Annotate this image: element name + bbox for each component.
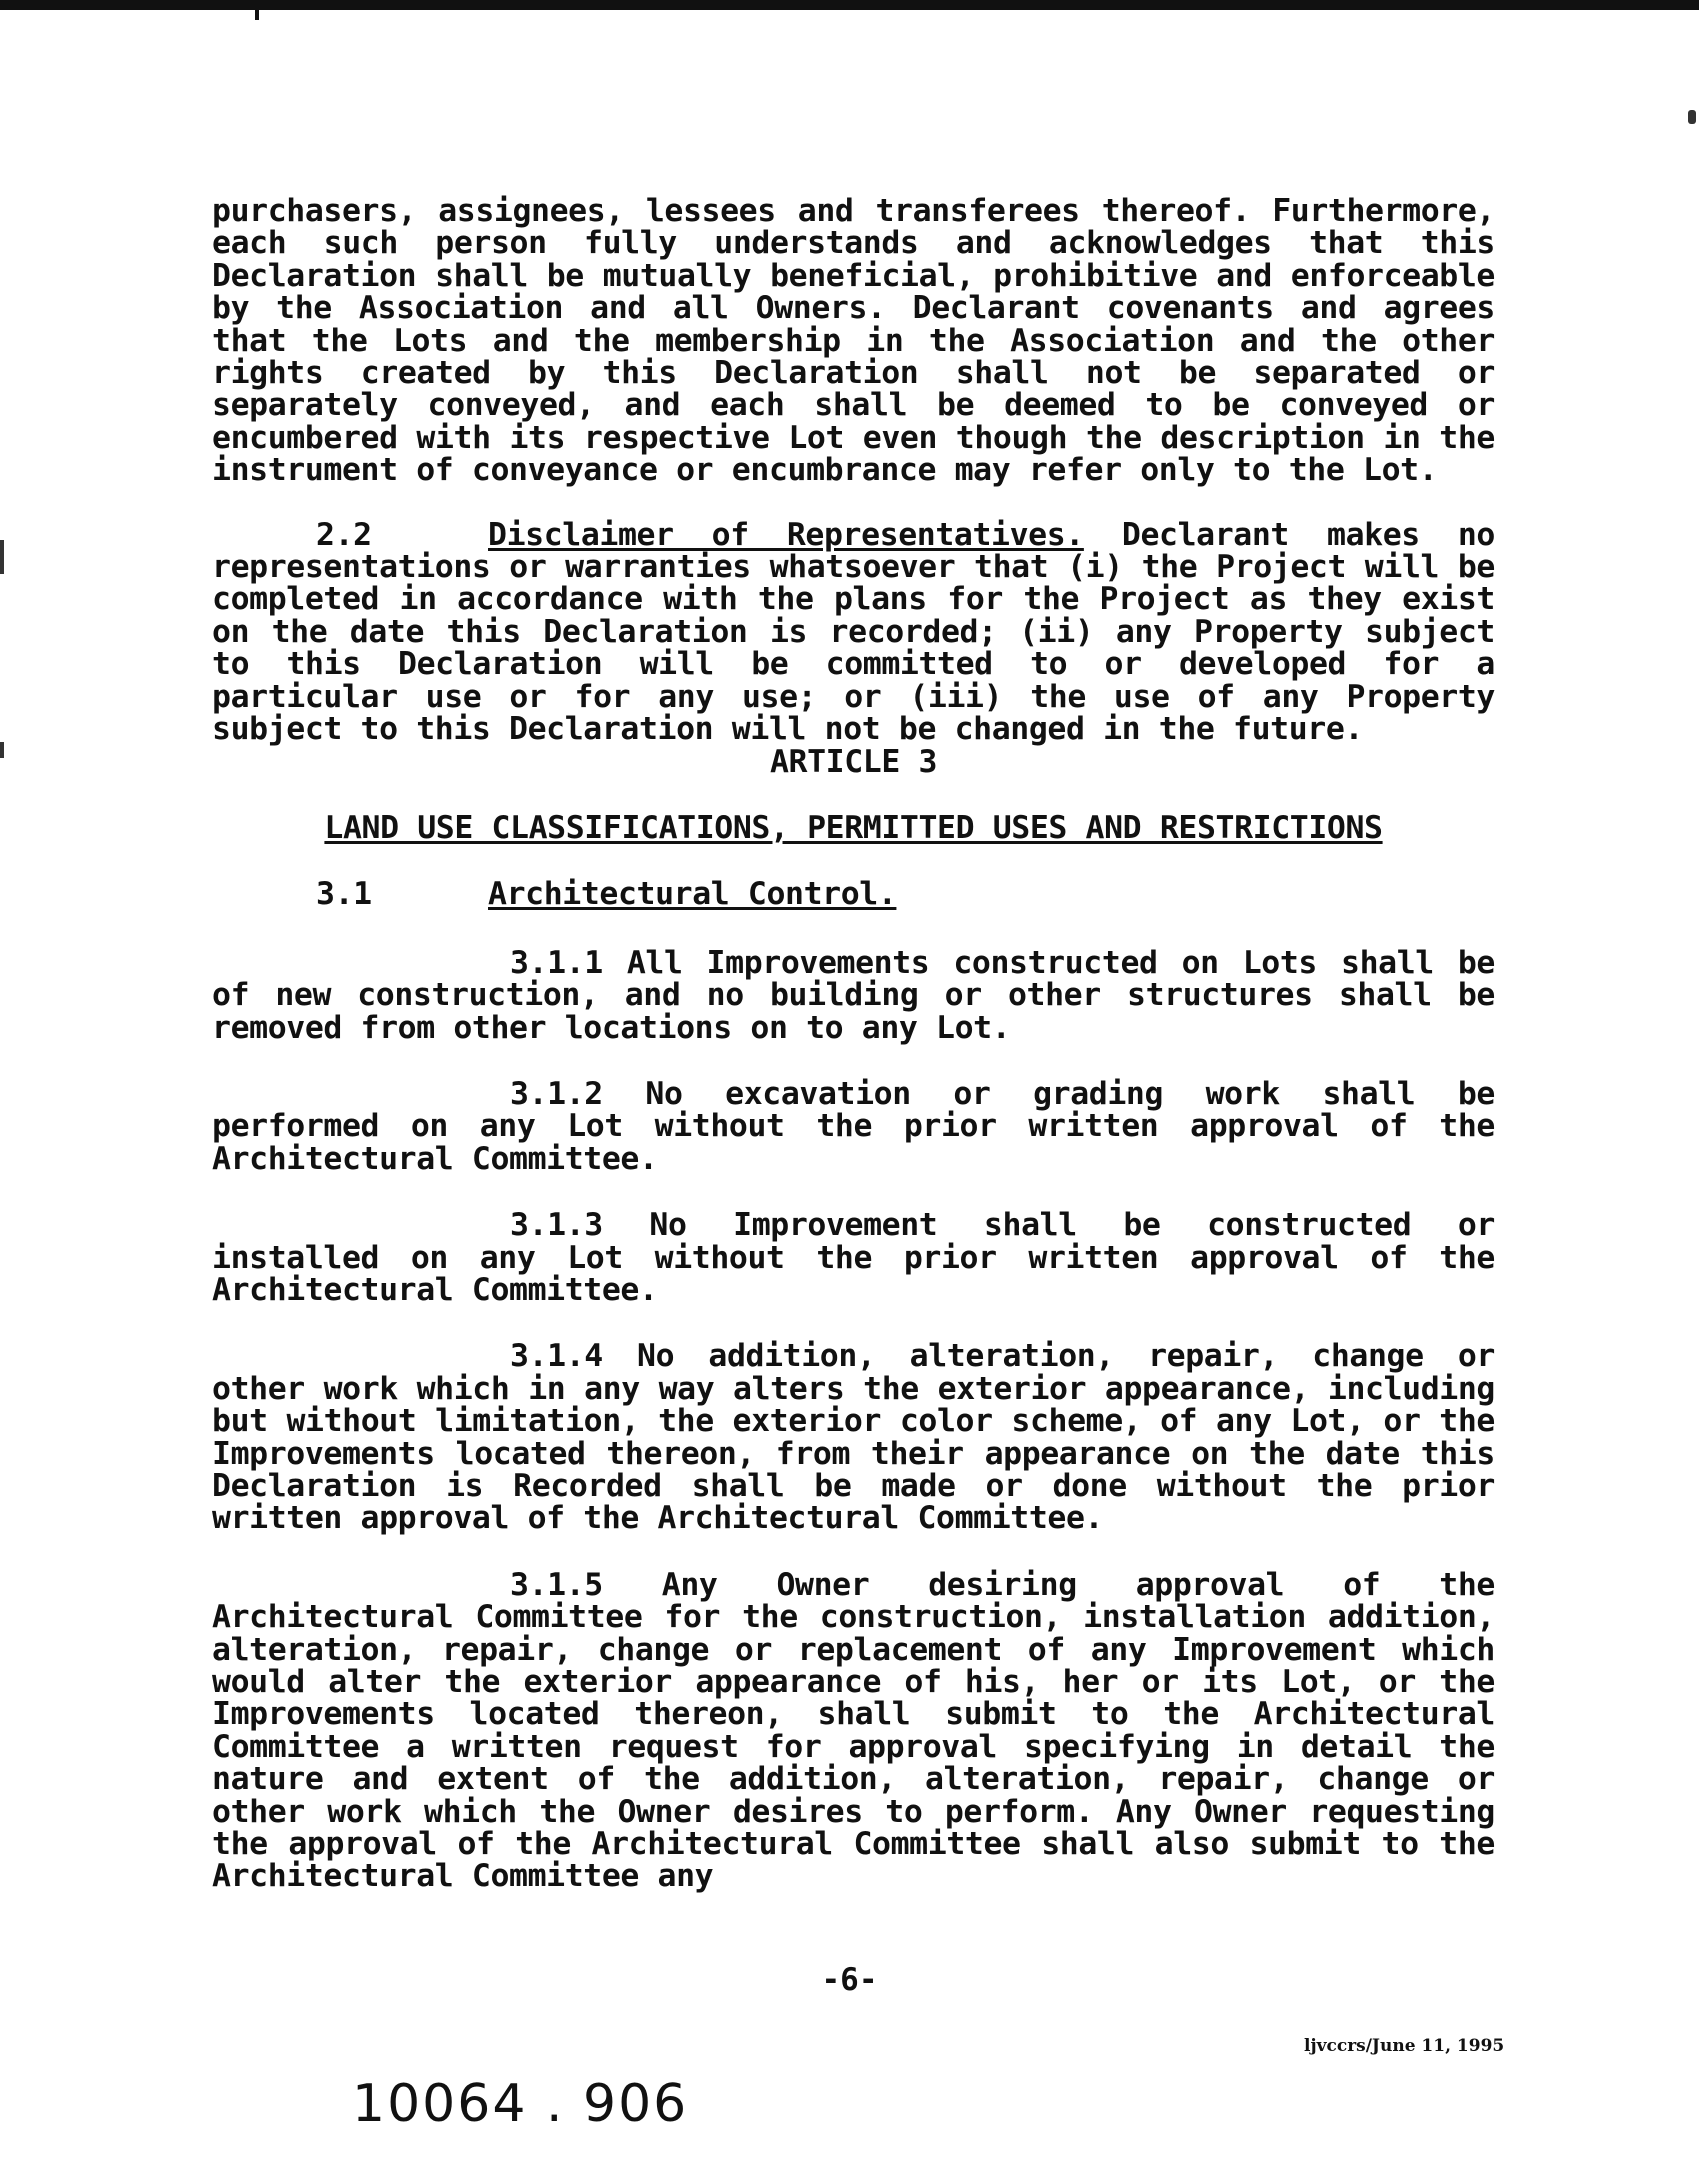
paragraph-intro: purchasers, assignees, lessees and transferees thereof. Furthermore, each such person fully understands and acknowledges that this Declaration shall be mutually beneficial, prohibitive and enforceable by the Association and all Owners. Declarant covenants and agrees that the Lots and the membership in the Association and the other rights created by this Declaration shall not be separated or separately conveyed, and each shall be deemed to be conveyed or encumbered with its respective Lot even though the description in the instrument of conveyance or encumbrance may refer only to the Lot. [212,193,1495,489]
article-title: LAND USE CLASSIFICATIONS, PERMITTED USES AND RESTRICTIONS [324,809,1383,846]
scan-artifact [1688,110,1696,124]
subsection-3-1-5: 3.1.5 Any Owner desiring approval of the Architectural Committee for the construction, installation addition, alteration, repair, change or replacement of any Improvement which would alter the exterior appearance of his, her or its Lot, or the Improvements located thereon, shall submit to the Architectural Committee a written request for approval specifying in detail the nature and extent of the addition, alteration, repair, change or other work which the Owner desires to perform. Any Owner requesting the approval of the Architectural Committee shall also submit to the Architectural Committee any [212,1566,1495,1895]
scan-artifact [0,540,4,574]
document-body [212,195,1495,1893]
section-number: 2.2 [316,516,372,553]
subsection-3-1-2: 3.1.2 No excavation or grading work shall be performed on any Lot without the prior written approval of the Architectural Committee. [212,1075,1495,1177]
subsection-3-1-4: 3.1.4 No addition, alteration, repair, change or other work which in any way alters the exterior appearance, including but without limitation, the exterior color scheme, of any Lot, or the Improvements located thereon, from their appearance on the date this Declaration is Recorded shall be made or done without the prior written approval of the Architectural Committee. [212,1338,1495,1537]
article-heading: ARTICLE 3 [769,743,938,780]
recording-stamp-number: 10064 . 906 [352,2074,689,2134]
subsection-3-1-3: 3.1.3 No Improvement shall be constructed or installed on any Lot without the prior written approval of the Architectural Committee. [212,1207,1495,1308]
section-3-1 [212,876,1495,913]
section-title: Disclaimer of Representatives. [488,516,1084,553]
section-text: Declarant makes no representations or warranties whatsoever that (i) the Project will be completed in accordance with the plans for the Project as they exist on the date this Declaration is recorded; (ii) any Property subject to this Declaration will be committed to or developed for a particular use or for any use; or (iii) the use of any Property subject to this Declaration will not be changed in the future. [212,516,1495,748]
file-reference: ljvccrs/June 11, 1995 [1304,2036,1505,2056]
scan-artifact [255,8,259,20]
section-number: 3.1 [316,876,372,913]
scan-artifact [0,742,4,758]
section-2-2 [212,516,1495,748]
subsection-3-1-1: 3.1.1 All Improvements constructed on Lots shall be of new construction, and no building or other structures shall be removed from other locations on to any Lot. [212,944,1495,1046]
page-number: -6- [821,1962,878,1998]
section-title: Architectural Control. [488,876,897,913]
